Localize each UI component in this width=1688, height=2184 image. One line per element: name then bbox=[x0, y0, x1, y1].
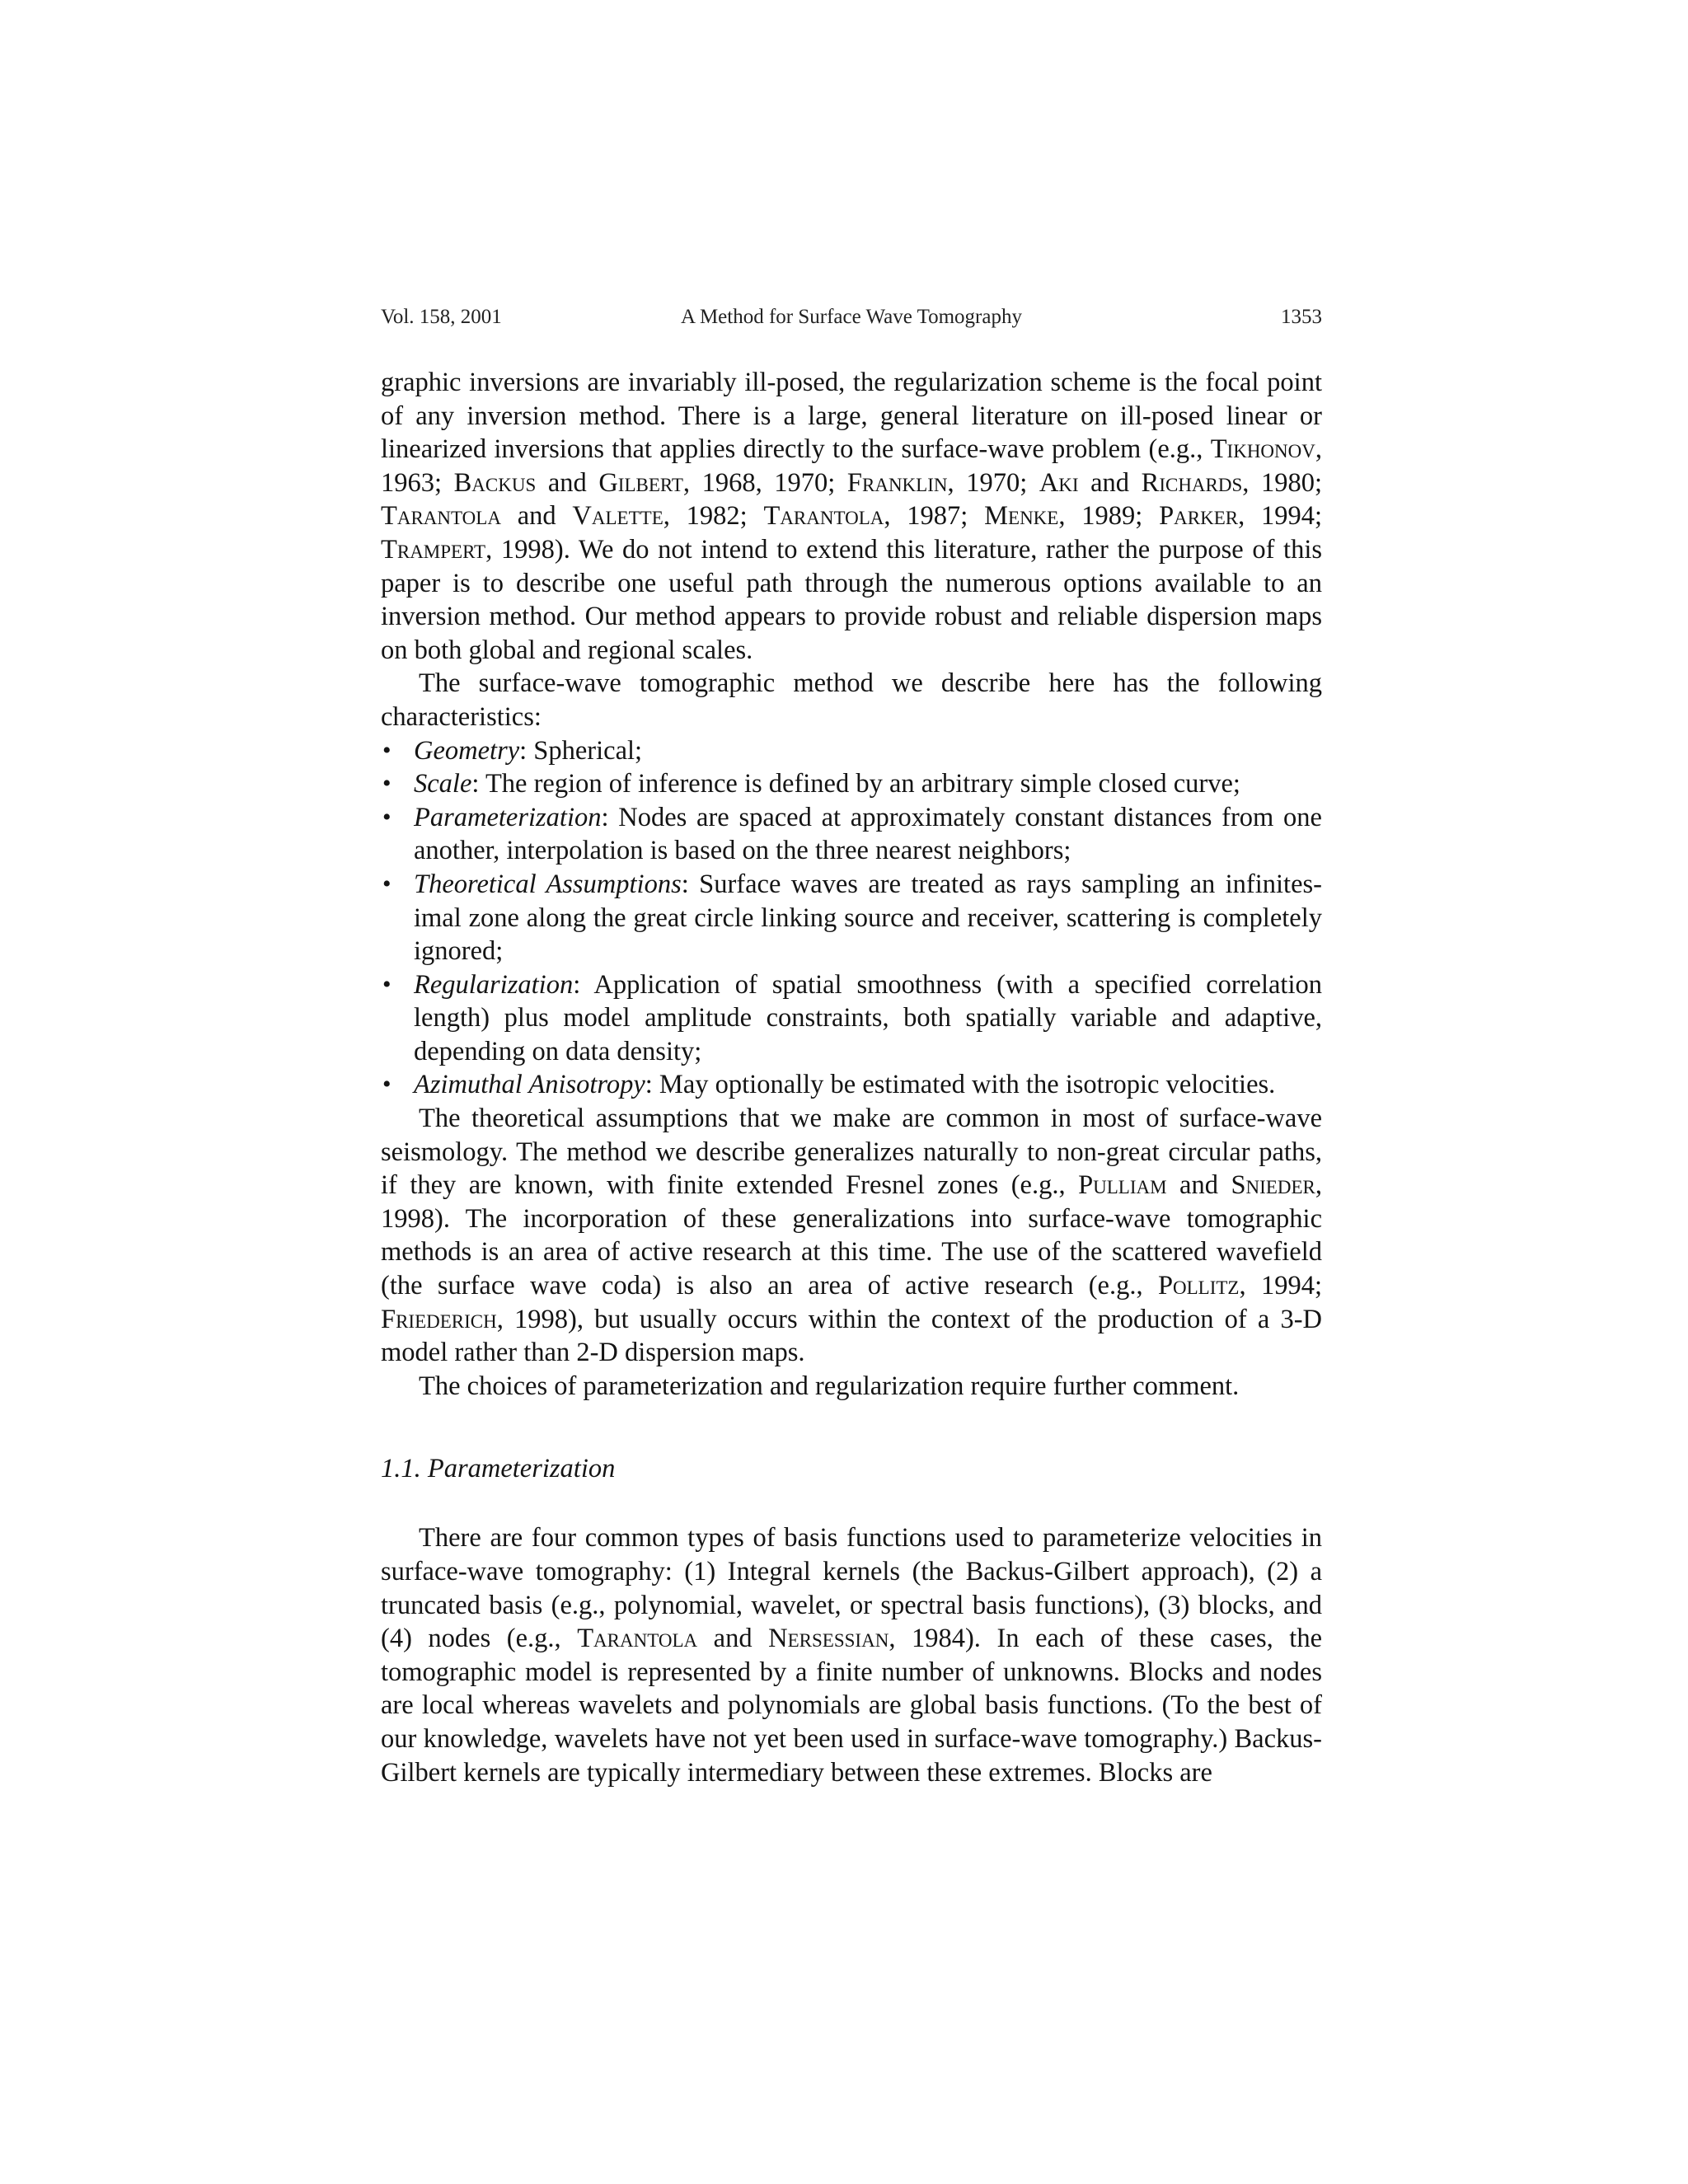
citation-author: Richards bbox=[1141, 467, 1243, 498]
list-item-term: Scale bbox=[414, 769, 472, 799]
citation-author: Snieder bbox=[1231, 1170, 1315, 1201]
paragraph-3: The theoretical assumptions that we make are common in most of surface-wave seismology. The method we describe generalizes naturally to non-great circular paths, if they are known, with finite extended Fresnel zones (e.g., Pulliam and Snieder, 1998). The incorporation of these generalizations into surface-wave tomographic methods is an area of active research at this time. The use of the scattered wavefield (the surface wave coda) is also an area of active research (e.g., Pollitz, 1994; Friederich, 1998), but usually occurs within the context of the production of a 3-D model rather than 2-D dispersion maps. bbox=[381, 1104, 1322, 1368]
list-item-text: : The region of inference is defined by an arbitrary simple closed curve; bbox=[471, 769, 1240, 799]
citation-author: Tarantola bbox=[381, 501, 501, 532]
paragraph-2: The surface-wave tomographic method we describe here has the following characteristics: bbox=[381, 668, 1322, 732]
list-item-text: : May optionally be estimated with the isotropic velocities. bbox=[645, 1070, 1276, 1100]
list-item-term: Geometry bbox=[414, 735, 520, 766]
citation-author: Pollitz bbox=[1157, 1271, 1240, 1301]
list-item bbox=[381, 734, 1322, 768]
citation-author: Pulliam bbox=[1078, 1170, 1167, 1201]
paragraph-4: The choices of parameterization and regularization require further comment. bbox=[419, 1371, 1240, 1401]
bullet-icon: • bbox=[382, 869, 392, 898]
list-item-term: Azimuthal Anisotropy bbox=[414, 1070, 645, 1100]
bullet-icon: • bbox=[382, 1071, 392, 1099]
bullet-icon: • bbox=[382, 736, 392, 764]
paragraph-5: There are four common types of basis functions used to parameterize velocities in surface-wave tomography: (1) Integral kernels (the Backus-Gilbert approach), (2) a truncated basis (e.g., polynomial, wavelet, or spectral basis functions), (3) blocks, and (4) nodes (e.g., Tarantola and Nersessian, 1984). In each of these cases, the tomographic model is represented by a finite number of unknowns. Blocks and nodes are local whereas wavelets and polynomials are global basis functions. (To the best of our knowledge, wavelets have not yet been used in surface-wave tomography.) Backus-Gilbert kernels are typically intermediary between these extremes. Blocks are bbox=[381, 1523, 1322, 1788]
journal-volume: Vol. 158, 2001 bbox=[381, 306, 502, 328]
paper-page bbox=[381, 303, 1322, 1789]
list-item bbox=[381, 868, 1322, 968]
bullet-icon: • bbox=[382, 770, 392, 798]
page-number: 1353 bbox=[1281, 306, 1322, 328]
list-item bbox=[381, 801, 1322, 868]
citation-author: Aki bbox=[1039, 467, 1079, 498]
paragraph-1: graphic inversions are invariably ill-posed, the regularization scheme is the focal point of any inversion method. There is a large, general literature on ill-posed linear or linearized inversions that applies directly to the surface-wave problem (e.g., Tikhonov, 1963; Backus and Gilbert, 1968, 1970; Franklin, 1970; Aki and Richards, 1980; Tarantola and Valette, 1982; Tarantola, 1987; Menke, 1989; Parker, 1994; Trampert, 1998). We do not intend to extend this literature, rather the purpose of this paper is to describe one useful path through the numerous options available to an inversion method. Our method appears to provide robust and reliable dispersion maps on both global and regional scales. bbox=[381, 368, 1323, 665]
citation-author: Menke bbox=[984, 501, 1059, 532]
list-item-text: : Application of spatial smoothness (with a specified correlation length) plus model amplitude constraints, both spatially variable and adaptive, depending on data density; bbox=[414, 969, 1322, 1066]
citation-author: Franklin bbox=[846, 467, 948, 498]
list-item bbox=[381, 1068, 1322, 1102]
list-item-term: Regularization bbox=[414, 969, 574, 1000]
list-item-text: : Nodes are spaced at approximately constant distances from one another, interpolation is based on the three nearest neighbors; bbox=[414, 802, 1322, 866]
running-header bbox=[381, 303, 1322, 331]
section-heading: 1.1. Parameterization bbox=[381, 1454, 616, 1484]
citation-author: Nersessian bbox=[768, 1624, 889, 1654]
citation-author: Friederich bbox=[381, 1304, 497, 1334]
citation-author: Tikhonov bbox=[1210, 434, 1315, 465]
characteristics-list bbox=[381, 734, 1322, 1103]
citation-author: Backus bbox=[453, 467, 537, 498]
citation-author: Tarantola bbox=[763, 501, 884, 532]
list-item bbox=[381, 767, 1322, 801]
list-item-text: : Spherical; bbox=[519, 735, 643, 766]
list-item-text: : Surface waves are treated as rays sampling an infinitesimal zone along the great circle linking source and receiver, scattering is completely ignored; bbox=[414, 869, 1322, 967]
bullet-icon: • bbox=[382, 970, 392, 998]
list-item bbox=[381, 968, 1322, 1069]
citation-author: Gilbert bbox=[598, 467, 683, 498]
list-item-term: Parameterization bbox=[414, 802, 602, 832]
citation-author: Trampert bbox=[381, 534, 486, 565]
running-title: A Method for Surface Wave Tomography bbox=[681, 306, 1022, 328]
bullet-icon: • bbox=[382, 803, 392, 831]
citation-author: Tarantola bbox=[577, 1624, 698, 1654]
citation-author: Valette bbox=[572, 501, 663, 532]
list-item-term: Theoretical Assumptions bbox=[414, 869, 682, 899]
citation-author: Parker bbox=[1159, 501, 1239, 532]
body-text bbox=[381, 366, 1322, 1789]
